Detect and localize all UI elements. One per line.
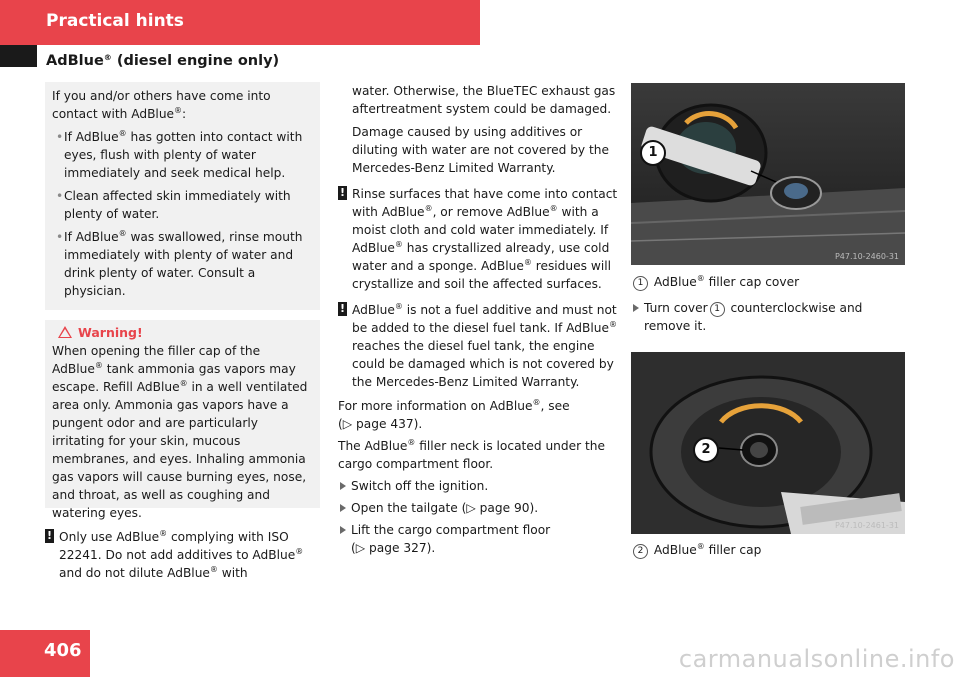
photo-code: P47.10-2460-31 xyxy=(834,252,899,261)
first-aid-bullet-skin: • Clean affected skin immediately with plenty of water. xyxy=(52,187,313,223)
step-lift-floor: Lift the cargo compartment floor (▷ page 327). xyxy=(338,521,618,557)
caption-filler-cap: 2 AdBlue® filler cap xyxy=(631,541,911,559)
notice-rinse: ! Rinse surfaces that have come into contact with AdBlue®, or remove AdBlue® with a moist cloth and cold water immediately. If AdBlue® has crystallized already, use cold water and a sponge. AdBlue® residues will crystallize and soil the affected surfaces. xyxy=(339,186,618,291)
callout-number-2: 2 xyxy=(633,544,648,559)
notice-iso: ! Only use AdBlue® complying with ISO 22241. Do not add additives to AdBlue® and do not dilute AdBlue® with xyxy=(46,529,304,580)
warning-title: Warning! xyxy=(58,325,313,340)
photo-cargo-floor-illustration xyxy=(631,83,905,265)
warranty-note: Damage caused by using additives or diluting with water are not covered by the Mercedes-Benz Limited Warranty. xyxy=(352,125,610,175)
first-aid-box xyxy=(45,82,320,310)
filler-neck-location: The AdBlue® filler neck is located under the cargo compartment floor. xyxy=(338,438,606,471)
page-reference-437[interactable]: (▷ page 437). xyxy=(338,417,423,431)
callout-number-1: 1 xyxy=(710,302,725,317)
warning-triangle-icon xyxy=(58,326,72,338)
more-info: For more information on AdBlue®, see (▷ page 437). xyxy=(338,398,570,431)
section-title: AdBlue® (diesel engine only) xyxy=(46,53,280,69)
first-aid-bullet-eyes: • If AdBlue® has gotten into contact with eyes, flush with plenty of water immediately and seek medical help. xyxy=(52,128,313,182)
first-aid-intro: If you and/or others have come into contact with AdBlue®: xyxy=(52,89,271,121)
photo-code: P47.10-2461-31 xyxy=(834,521,899,530)
caption-filler-cap-cover: 1 AdBlue® filler cap cover xyxy=(631,273,911,291)
warning-text: When opening the filler cap of the AdBlue® tank ammonia gas vapors may escape. Refill AdBlue® in a well ventilated area only. Ammonia gas vapors have a pungent odor and are particularly irritating for your skin, mucous membranes, and eyes. Inhaling ammonia gas vapors will cause burning eyes, nose, and throat, as well as coughing and watering eyes. xyxy=(52,344,308,520)
step-turn-cover: Turn cover 1 counterclockwise and remove it. xyxy=(631,299,911,335)
section-marker xyxy=(0,45,37,67)
notice-icon: ! xyxy=(339,302,346,315)
warning-box xyxy=(45,320,320,520)
column-3-text-2 xyxy=(631,541,911,559)
column-2 xyxy=(338,82,618,557)
notice-icon: ! xyxy=(339,186,346,199)
watermark: carmanualsonline.info xyxy=(678,645,955,673)
photo-filler-cap xyxy=(631,352,905,534)
callout-2: 2 xyxy=(693,437,719,463)
column-3-text-1 xyxy=(631,273,911,335)
notice-fuel: ! AdBlue® is not a fuel additive and must not be added to the diesel fuel tank. If AdBlue® reaches the diesel fuel tank, the engine could be damaged which is not covered by the Mercedes-Benz Limited Warranty. xyxy=(339,302,618,389)
notice-iso-continued: water. Otherwise, the BlueTEC exhaust gas aftertreatment system could be damaged. xyxy=(352,84,616,116)
page-number-box xyxy=(0,630,90,677)
photo-filler-cap-cover xyxy=(631,83,905,265)
step-open-tailgate: Open the tailgate (▷ page 90). xyxy=(338,499,618,517)
photo-filler-cap-illustration xyxy=(631,352,905,534)
chapter-title: Practical hints xyxy=(46,11,184,31)
chapter-tab xyxy=(0,0,480,45)
step-switch-off: Switch off the ignition. xyxy=(338,477,618,495)
first-aid-bullet-swallowed: • If AdBlue® was swallowed, rinse mouth immediately with plenty of water and drink plenty of water. Consult a physician. xyxy=(52,228,313,300)
callout-number-1: 1 xyxy=(633,276,648,291)
page-number: 406 xyxy=(44,640,82,661)
notice-icon: ! xyxy=(46,529,53,542)
callout-1: 1 xyxy=(640,140,666,166)
